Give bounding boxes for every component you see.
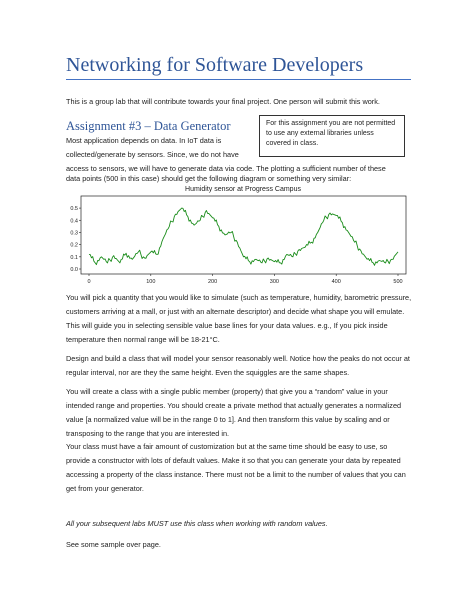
y-tick-label: 0.3 xyxy=(70,230,78,237)
assignment-line: Most application depends on data. In IoT data is xyxy=(66,136,222,145)
page-title: Networking for Software Developers xyxy=(66,54,364,76)
y-tick-label: 0.4 xyxy=(70,218,78,225)
italic-note: All your subsequent labs MUST use this class when working with random values. xyxy=(66,519,328,528)
chart-frame xyxy=(81,196,406,274)
x-tick-label: 0 xyxy=(87,279,91,285)
footer-note: See some sample over page. xyxy=(66,540,161,549)
y-tick-label: 0.0 xyxy=(70,267,78,273)
title-divider xyxy=(66,79,411,80)
paragraph-quantity: You will pick a quantity that you would like to simulate (such as temperature, humidity, barometric pressure, customers arriving at a mall, or just with an alternate descriptor) and decide what shape you will emulate. This will guide you in selecting sensible value base lines for your data values. e.g., If you pick inside temperature then normal range will be 18-21°C. xyxy=(66,293,412,344)
assignment-line: access to sensors, we will have to generate data via code. The plotting a sufficient number of these xyxy=(66,164,386,173)
x-tick-label: 400 xyxy=(331,279,341,285)
series-line xyxy=(89,208,398,265)
x-tick-label: 200 xyxy=(208,279,218,285)
y-tick-label: 0.1 xyxy=(70,254,78,261)
y-tick-label: 0.2 xyxy=(70,242,78,249)
chart-title: Humidity sensor at Progress Campus xyxy=(185,186,301,193)
y-tick-label: 0.5 xyxy=(70,206,78,213)
paragraph-public-member: You will create a class with a single public member (property) that give you a “random” value in your intended range and properties. You should create a private method that actually generates a normalized value [a normalized value will be in the range 0 to 1]. And then transform this value by scaling and or transposing to the range that you are interested in. xyxy=(66,387,402,438)
assignment-line: data points (500 in this case) should get the following diagram or something very similar: xyxy=(66,174,352,183)
note-box: For this assignment you are not permitted to use any external libraries unless covered in class. xyxy=(259,115,405,157)
x-tick-label: 100 xyxy=(146,279,156,285)
paragraph-customization: Your class must have a fair amount of customization but at the same time should be easy to use, so provide a constructor with lots of default values. Make it so that you can generate your data by repeated accessing a property of the class instance. There must not be a limit to the number of values that you can get from your generator. xyxy=(66,442,406,493)
x-tick-label: 500 xyxy=(393,279,403,285)
assignment-heading: Assignment #3 – Data Generator xyxy=(66,119,231,133)
assignment-line: collected/generate by sensors. Since, we do not have xyxy=(66,150,239,159)
humidity-chart xyxy=(60,183,410,288)
paragraph-design: Design and build a class that will model your sensor reasonably well. Notice how the peaks do not occur at regular interval, nor are they the same height. Even the squiggles are the same shapes. xyxy=(66,354,410,377)
x-tick-label: 300 xyxy=(269,279,279,285)
intro-paragraph: This is a group lab that will contribute towards your final project. One person will submit this work. xyxy=(66,97,380,106)
